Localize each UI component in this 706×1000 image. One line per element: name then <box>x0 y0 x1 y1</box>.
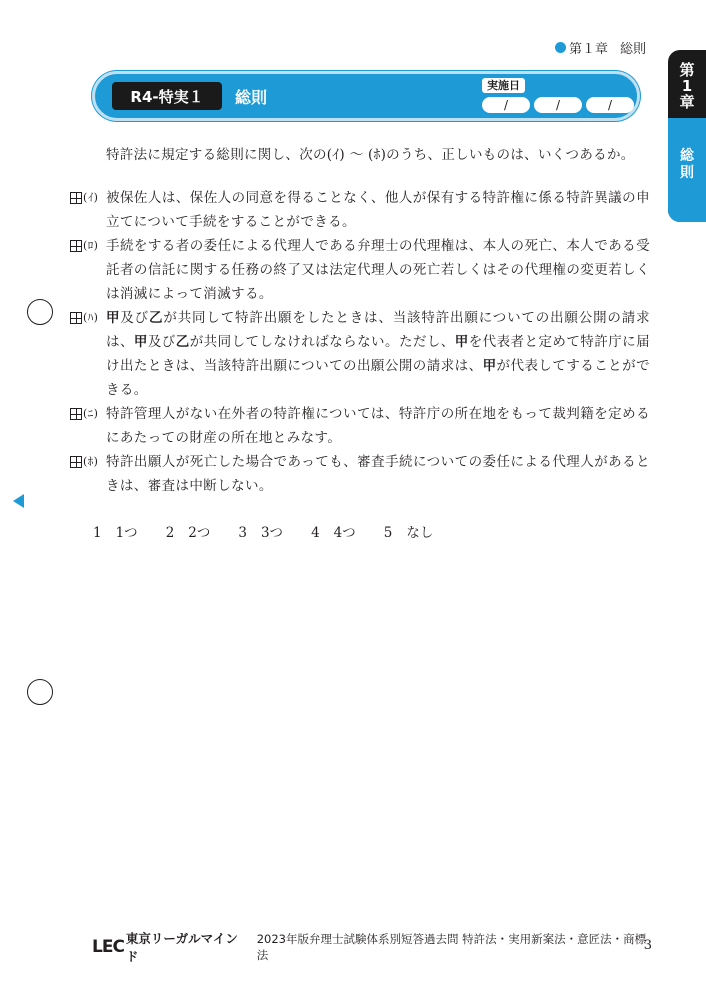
item-text: 特許出願人が死亡した場合であっても、審査手続についての委任による代理人があるときは、審査は中断しない。 <box>106 454 650 494</box>
side-tab-char: 1 <box>681 77 693 95</box>
checkbox-icon[interactable] <box>70 240 82 252</box>
chapter-header <box>555 38 646 57</box>
checkbox-icon[interactable] <box>70 408 82 420</box>
date-slot-1[interactable]: / <box>482 97 530 113</box>
item-text: 特許管理人がない在外者の特許権については、特許庁の所在地をもって裁判籍を定めるにあたっての財産の所在地とみなす。 <box>106 406 650 446</box>
statement-item <box>70 186 650 234</box>
binder-hole-icon <box>27 299 53 325</box>
date-label: 実施日 <box>482 78 525 93</box>
side-tab-char: 則 <box>680 165 694 181</box>
question-text: 特許法に規定する総則に関し、次の(ｲ) ～ (ﾎ)のうち、正しいものは、いくつあるか。 <box>106 147 635 163</box>
answer-choice[interactable]: 1 1つ <box>93 525 138 541</box>
lec-logo: LEC <box>92 937 124 957</box>
bullet-dot-icon <box>555 42 566 53</box>
item-label: (ﾆ) <box>83 407 99 420</box>
answer-choice[interactable]: 3 3つ <box>238 525 284 541</box>
item-text: 手続をする者の委任による代理人である弁理士の代理権は、本人の死亡、本人である受託者の信託に関する任務の終了又は法定代理人の死亡若しくはその代理権の変更若しくは消滅によって消滅する。 <box>106 238 650 302</box>
checkbox-icon[interactable] <box>70 456 82 468</box>
statement-item <box>70 234 650 306</box>
problem-id-badge: R4-特実１ <box>112 82 222 110</box>
problem-heading: 総則 <box>235 88 268 107</box>
binder-hole-icon <box>27 679 53 705</box>
statement-item <box>70 450 650 498</box>
date-slot-2[interactable]: / <box>534 97 582 113</box>
statement-item <box>70 402 650 450</box>
item-text: 被保佐人は、保佐人の同意を得ることなく、他人が保有する特許権に係る特許異議の申立てについて手続をすることができる。 <box>106 190 650 230</box>
item-label: (ﾎ) <box>83 455 99 468</box>
chapter-title: 総則 <box>619 42 646 57</box>
item-text: 甲及び乙が共同して特許出願をしたときは、当該特許出願についての出願公開の請求は、甲及び乙が共同してしなければならない。ただし、甲を代表者と定めて特許庁に届け出たときは、当該特許出願についての出願公開の請求は、甲が代表してすることができる。 <box>106 310 650 398</box>
date-slot-3[interactable]: / <box>586 97 634 113</box>
checkbox-icon[interactable] <box>70 312 82 324</box>
item-label: (ﾊ) <box>83 311 99 324</box>
item-label: (ﾛ) <box>83 239 99 252</box>
statement-list <box>70 186 650 498</box>
checkbox-icon[interactable] <box>70 192 82 204</box>
answer-choice[interactable]: 2 2つ <box>165 525 211 541</box>
answer-choice[interactable]: 4 4つ <box>311 525 356 541</box>
side-tab-chapter <box>668 50 706 118</box>
problem-title-banner <box>92 71 640 121</box>
chapter-number: 第１章 <box>568 42 608 57</box>
item-label: (ｲ) <box>83 191 99 204</box>
statement-item <box>70 306 650 402</box>
side-tab-section <box>668 118 706 222</box>
publisher-name: 東京リーガルマインド <box>125 931 238 964</box>
chapter-side-tab[interactable] <box>668 50 706 222</box>
page-footer <box>92 931 652 964</box>
answer-choices <box>93 521 461 541</box>
side-tab-char: 第 <box>679 61 695 79</box>
side-tab-char: 総 <box>680 148 694 164</box>
book-title: 2023年版弁理士試験体系別短答過去問 特許法・実用新案法・意匠法・商標法 <box>256 932 647 962</box>
side-tab-char: 章 <box>679 93 695 111</box>
page-number: 3 <box>643 938 652 953</box>
answer-choice[interactable]: 5 なし <box>383 525 434 541</box>
triangle-arrow-icon <box>13 494 24 508</box>
